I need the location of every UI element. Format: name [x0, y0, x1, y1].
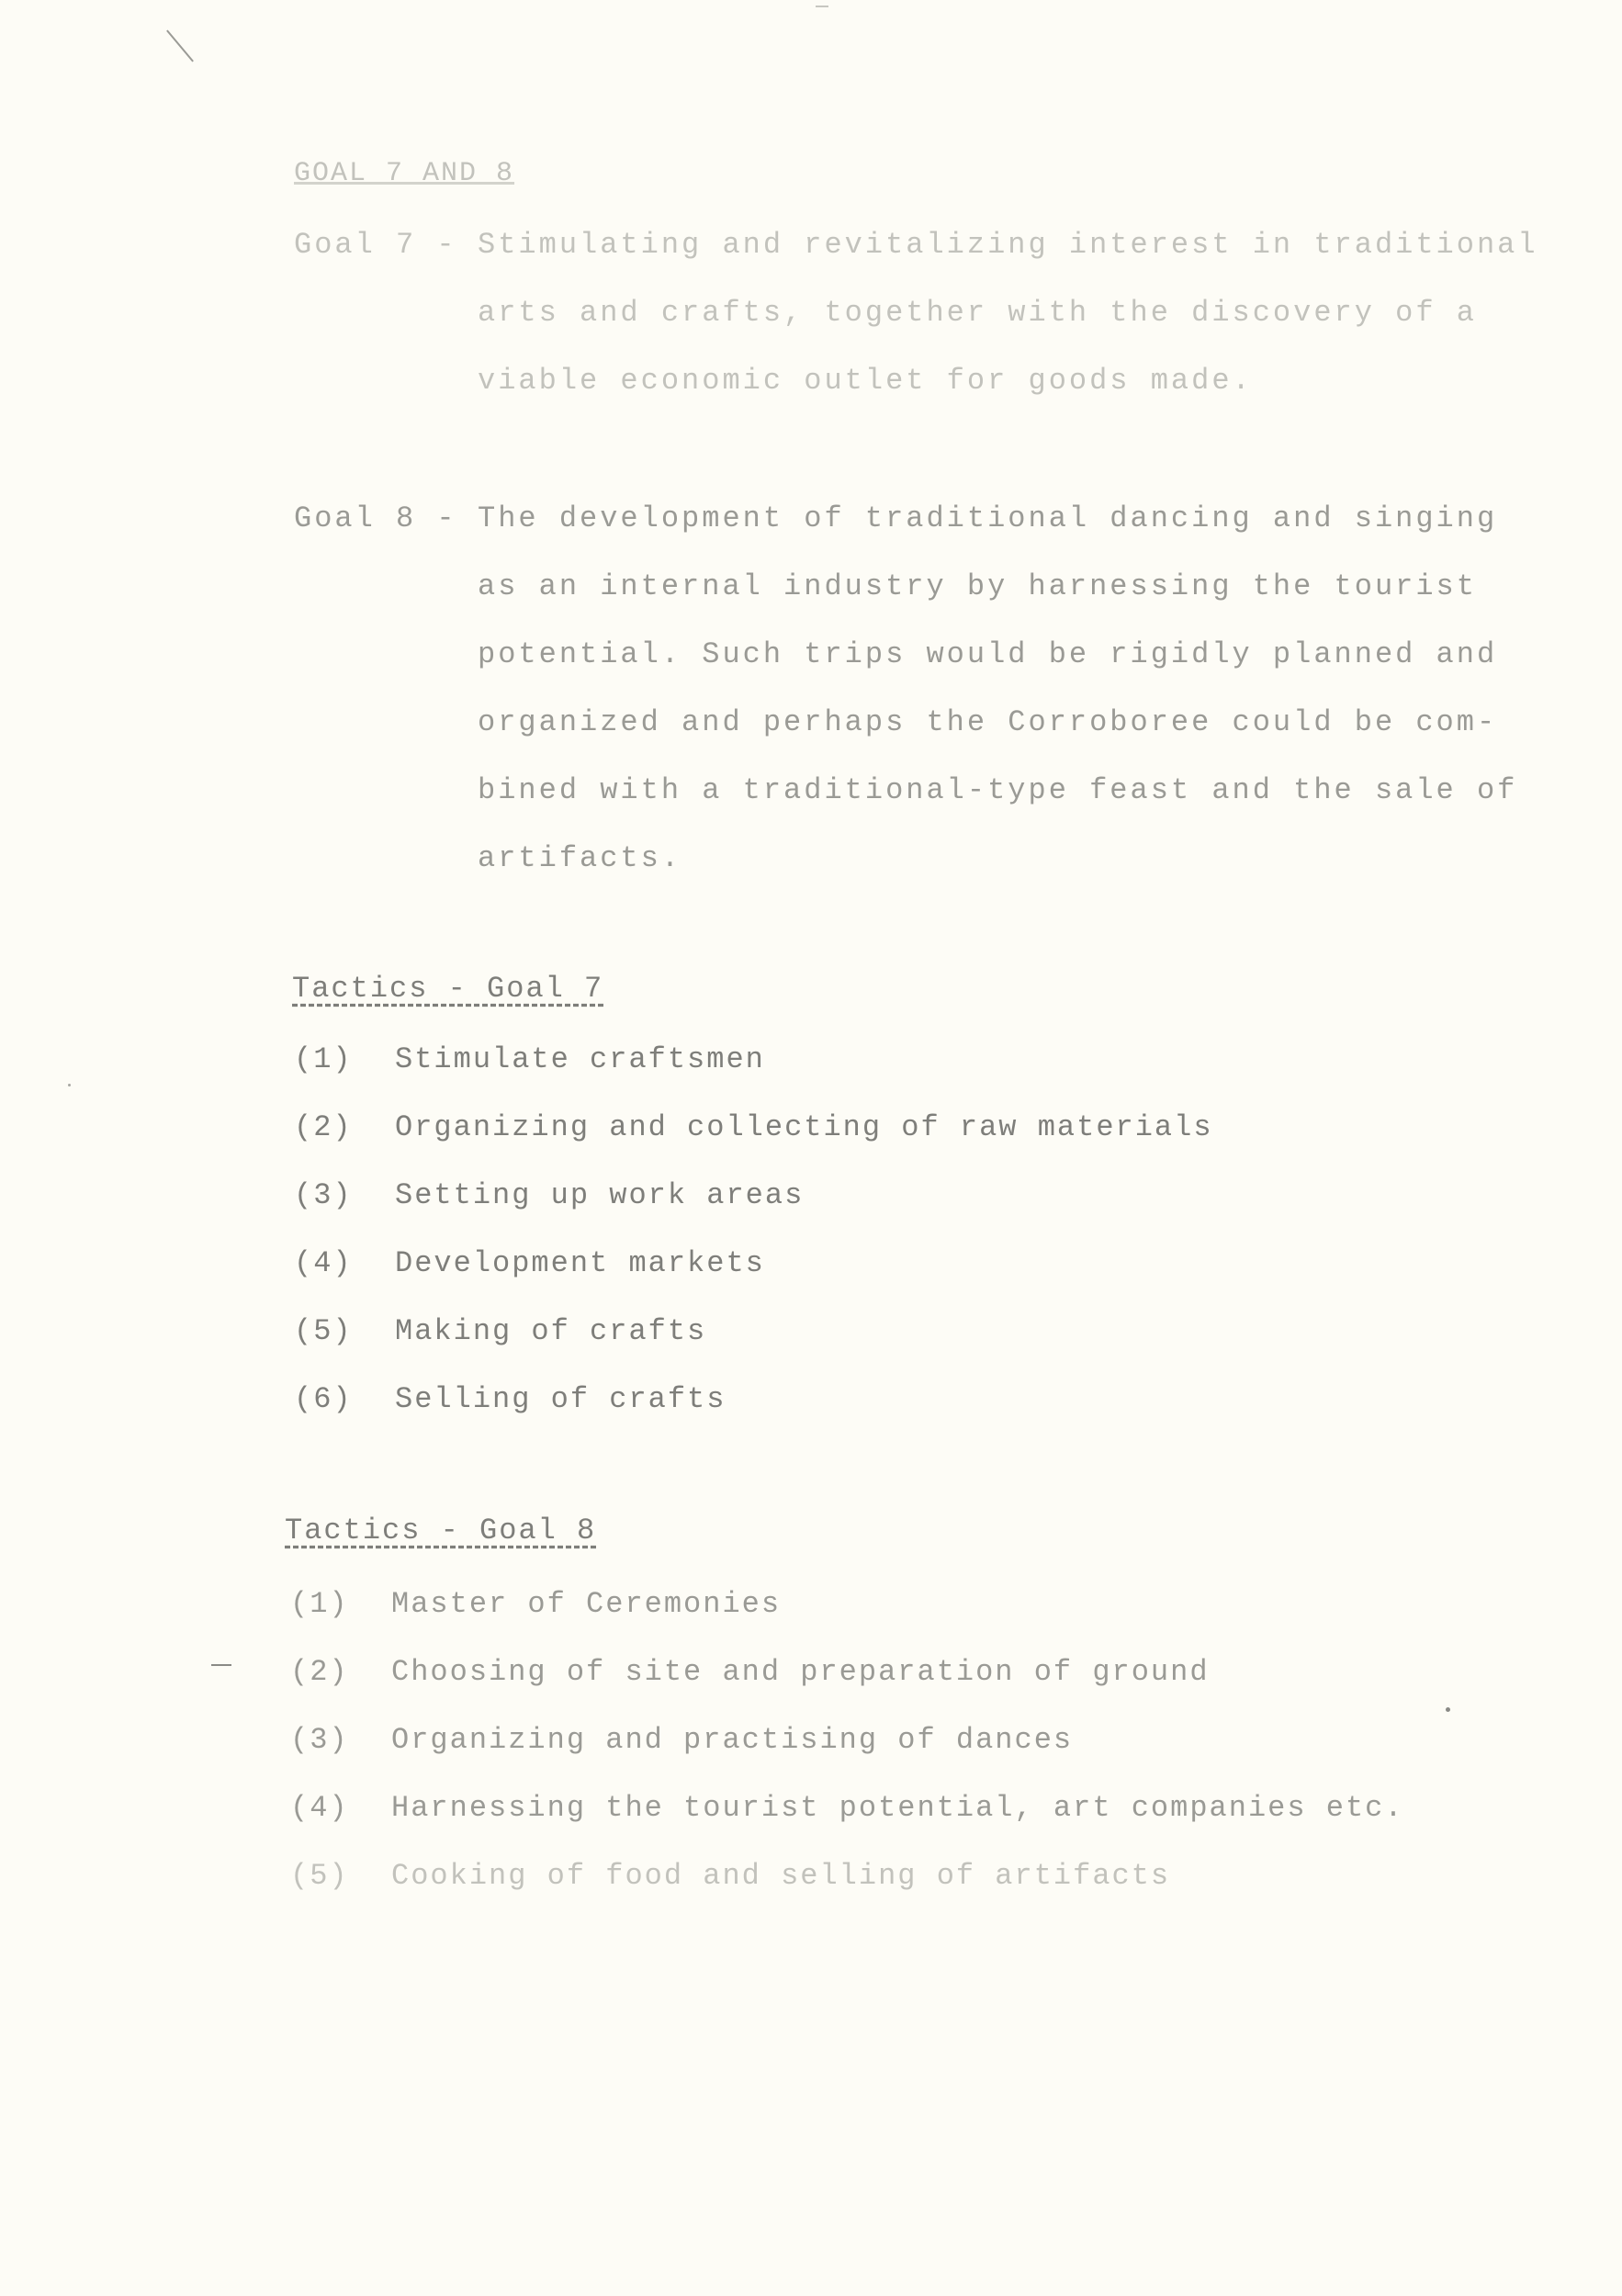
item-number: (3) — [294, 1178, 353, 1212]
item-text: Organizing and practising of dances — [391, 1723, 1074, 1757]
goal-line: viable economic outlet for goods made. — [478, 364, 1253, 398]
list-item — [290, 1570, 1404, 1638]
goal-line: artifacts. — [478, 841, 682, 875]
item-number: (4) — [290, 1791, 349, 1825]
item-number: (5) — [290, 1859, 349, 1893]
scan-mark — [816, 6, 828, 7]
list-item — [290, 1706, 1404, 1774]
item-number: (4) — [294, 1246, 353, 1280]
goal-line: as an internal industry by harnessing the tourist — [478, 569, 1477, 603]
item-text: Development markets — [395, 1246, 765, 1280]
item-number: (6) — [294, 1382, 353, 1416]
tactics-goal-8-heading: Tactics - Goal 8 — [285, 1514, 597, 1548]
list-item — [294, 1366, 1213, 1434]
scan-mark — [1446, 1707, 1450, 1712]
tactics-goal-7-heading: Tactics - Goal 7 — [292, 972, 604, 1006]
list-item — [290, 1774, 1404, 1842]
list-item — [294, 1298, 1213, 1366]
goal-description — [478, 211, 1622, 415]
goal-line: Stimulating and revitalizing interest in traditional — [478, 228, 1538, 262]
list-item — [294, 1162, 1213, 1230]
scan-mark — [211, 1664, 231, 1666]
goal-label: Goal 7 - — [294, 228, 457, 262]
item-number: (3) — [290, 1723, 349, 1757]
item-number: (5) — [294, 1314, 353, 1348]
goal-line: bined with a traditional-type feast and the sale of — [478, 773, 1518, 807]
goal-description — [478, 485, 1622, 893]
list-item — [294, 1230, 1213, 1298]
item-text: Making of crafts — [395, 1314, 707, 1348]
list-item — [290, 1638, 1404, 1706]
list-item — [294, 1026, 1213, 1094]
item-text: Harnessing the tourist potential, art companies etc. — [391, 1791, 1404, 1825]
item-text: Choosing of site and preparation of ground — [391, 1655, 1210, 1689]
goal-line: organized and perhaps the Corroboree could be com- — [478, 705, 1498, 739]
tactics-goal-8-list — [290, 1570, 1404, 1910]
item-number: (1) — [290, 1587, 349, 1621]
item-text: Master of Ceremonies — [391, 1587, 782, 1621]
item-number: (2) — [294, 1110, 353, 1144]
goal-line: arts and crafts, together with the discovery of a — [478, 296, 1477, 330]
scan-mark — [166, 30, 194, 62]
item-number: (1) — [294, 1042, 353, 1076]
item-text: Selling of crafts — [395, 1382, 727, 1416]
goal-label: Goal 8 - — [294, 501, 457, 535]
page-heading: GOAL 7 AND 8 — [294, 158, 515, 189]
item-text: Organizing and collecting of raw materials — [395, 1110, 1213, 1144]
scan-mark — [68, 1084, 71, 1086]
item-text: Cooking of food and selling of artifacts — [391, 1859, 1171, 1893]
goal-line: potential. Such trips would be rigidly planned and — [478, 637, 1498, 671]
item-text: Stimulate craftsmen — [395, 1042, 765, 1076]
goal-line: The development of traditional dancing and singing — [478, 501, 1498, 535]
list-item — [294, 1094, 1213, 1162]
list-item — [290, 1842, 1404, 1910]
tactics-goal-7-list — [294, 1026, 1213, 1434]
item-number: (2) — [290, 1655, 349, 1689]
item-text: Setting up work areas — [395, 1178, 805, 1212]
